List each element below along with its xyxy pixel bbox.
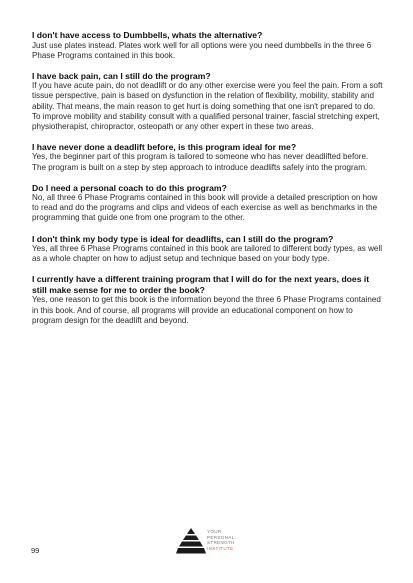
faq-answer: Yes, the beginner part of this program is tailored to someone who has never deadlifted before. The program is built on a step by step approach to introduce deadlifts safely into the program. xyxy=(32,152,369,172)
faq-question: I currently have a different training program that I will do for the next years, does it still make sense for me to order the book? xyxy=(32,274,370,295)
faq-answer: Yes, all three 6 Phase Programs contained in this book are tailored to different body types, as well as a whole chapter on how to adjust setup and technique based on your body type. xyxy=(32,244,383,264)
logo-wordmark xyxy=(207,529,235,551)
page-number: 99 xyxy=(31,546,40,555)
faq-question: I have back pain, can I still do the program? xyxy=(32,70,211,81)
faq-item xyxy=(32,30,384,61)
logo-line-2: PERSONAL xyxy=(207,534,235,540)
faq-question: I don't have access to Dumbbells, whats the alternative? xyxy=(32,30,263,40)
faq-list xyxy=(32,30,384,336)
logo-line-1: YOUR xyxy=(207,529,222,534)
logo-line-4: INSTITUTE xyxy=(207,545,234,551)
faq-item xyxy=(32,71,384,132)
logo-line-3: STRENGTH xyxy=(207,540,235,546)
faq-answer: Just use plates instead. Plates work well for all options were you need dumbbells in the three 6 Phase Programs contained in this book. xyxy=(32,40,372,60)
faq-answer: Yes, one reason to get this book is the information beyond the three 6 Phase Programs contained in this book. And of course, all programs will provide an educational component on how to program design for the deadlift and beyond. xyxy=(32,295,381,325)
faq-answer: If you have acute pain, do not deadlift or do any other exercise were you feel the pain. From a soft tissue perspective, pain is based on dysfunction in the relation of flexibility, mobility, stability and ability. That means, the main reason to get hurt is doing something that one isn't prepared to do. To improve mobility and stability consult with a qualified personal trainer, fascial stretching expert, physiotherapist, chiropractor, osteopath or any other expert in these two areas. xyxy=(32,81,383,131)
faq-question: Do I need a personal coach to do this program? xyxy=(32,182,227,193)
faq-item xyxy=(32,234,384,265)
faq-item xyxy=(32,183,384,224)
faq-answer: No, all three 6 Phase Programs contained in this book will provide a detailed prescription on how to read and do the programs and clips and videos of each exercise as well as benchmarks in the programming that guide one from one program to the other. xyxy=(32,193,378,223)
faq-question: I don't think my body type is ideal for deadlifts, can I still do the program? xyxy=(32,233,334,244)
pyramid-logo-icon xyxy=(176,527,206,555)
faq-question: I have never done a deadlift before, is this program ideal for me? xyxy=(32,141,297,152)
faq-item xyxy=(32,142,384,173)
institute-logo xyxy=(176,527,256,559)
faq-item xyxy=(32,274,384,325)
